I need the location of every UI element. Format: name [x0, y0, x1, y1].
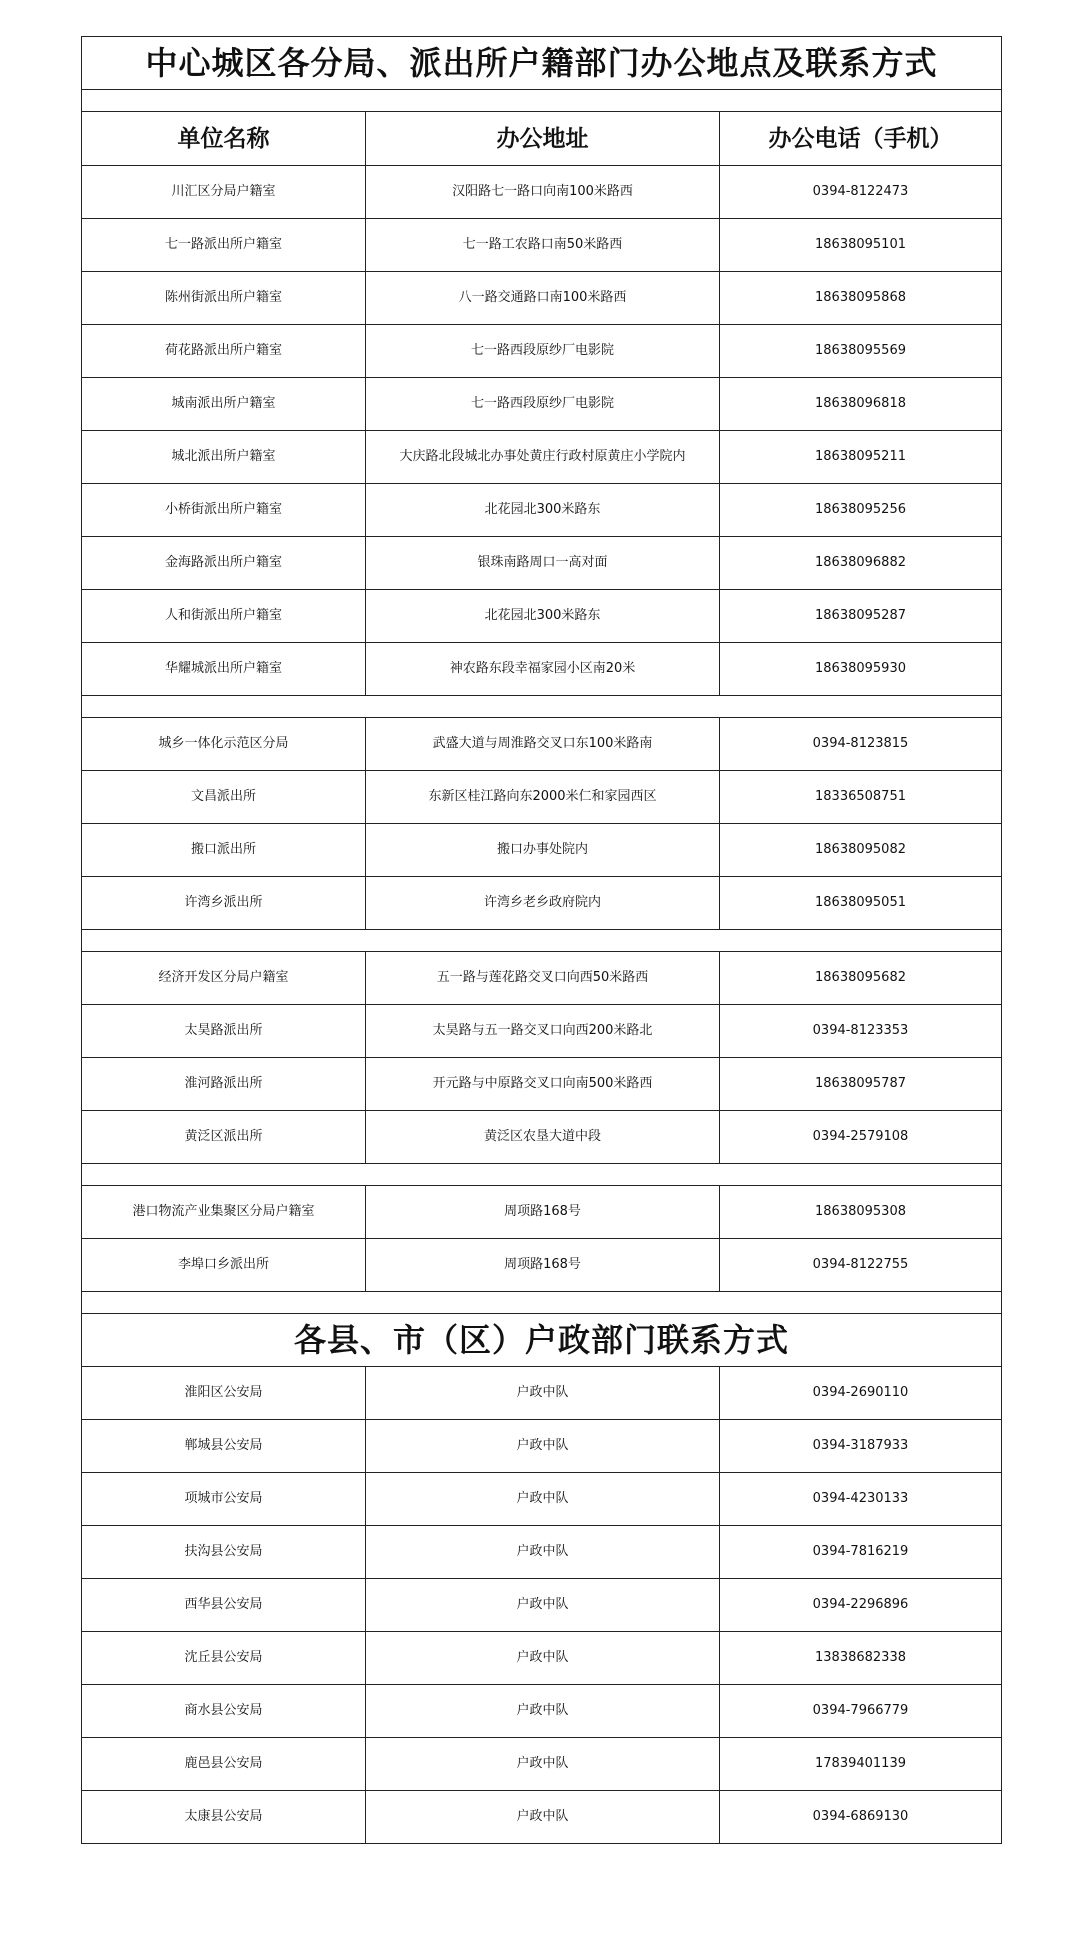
address-cell: 武盛大道与周淮路交叉口东100米路南 — [366, 718, 720, 771]
spacer-row — [82, 1292, 1002, 1314]
phone-cell: 18638096818 — [720, 378, 1002, 431]
phone-cell: 17839401139 — [720, 1738, 1002, 1791]
unit-cell: 太康县公安局 — [82, 1791, 366, 1844]
phone-cell: 0394-8123353 — [720, 1005, 1002, 1058]
table-row — [82, 484, 1002, 537]
address-cell: 户政中队 — [366, 1473, 720, 1526]
phone-cell: 18638095682 — [720, 952, 1002, 1005]
spacer-row — [82, 90, 1002, 112]
address-cell: 北花园北300米路东 — [366, 484, 720, 537]
phone-cell: 18638095868 — [720, 272, 1002, 325]
unit-cell: 荷花路派出所户籍室 — [82, 325, 366, 378]
unit-cell: 许湾乡派出所 — [82, 877, 366, 930]
table-row — [82, 877, 1002, 930]
table-row — [82, 1420, 1002, 1473]
phone-cell: 18638096882 — [720, 537, 1002, 590]
table-row — [82, 1473, 1002, 1526]
spacer-row — [82, 930, 1002, 952]
address-cell: 搬口办事处院内 — [366, 824, 720, 877]
phone-cell: 18638095569 — [720, 325, 1002, 378]
address-cell: 周项路168号 — [366, 1186, 720, 1239]
address-cell: 大庆路北段城北办事处黄庄行政村原黄庄小学院内 — [366, 431, 720, 484]
unit-cell: 淮阳区公安局 — [82, 1367, 366, 1420]
table-row — [82, 1791, 1002, 1844]
unit-cell: 沈丘县公安局 — [82, 1632, 366, 1685]
header-unit: 单位名称 — [82, 112, 366, 166]
table-row — [82, 1005, 1002, 1058]
address-cell: 户政中队 — [366, 1791, 720, 1844]
phone-cell: 0394-6869130 — [720, 1791, 1002, 1844]
table-row — [82, 272, 1002, 325]
contact-table — [81, 36, 1002, 1844]
phone-cell: 18638095256 — [720, 484, 1002, 537]
phone-cell: 0394-7966779 — [720, 1685, 1002, 1738]
address-cell: 黄泛区农垦大道中段 — [366, 1111, 720, 1164]
unit-cell: 小桥街派出所户籍室 — [82, 484, 366, 537]
table-row — [82, 590, 1002, 643]
table-row — [82, 952, 1002, 1005]
phone-cell: 0394-8123815 — [720, 718, 1002, 771]
phone-cell: 0394-7816219 — [720, 1526, 1002, 1579]
address-cell: 八一路交通路口南100米路西 — [366, 272, 720, 325]
phone-cell: 0394-8122755 — [720, 1239, 1002, 1292]
address-cell: 神农路东段幸福家园小区南20米 — [366, 643, 720, 696]
table-row — [82, 431, 1002, 484]
table-row — [82, 771, 1002, 824]
table-row — [82, 166, 1002, 219]
phone-cell: 18638095787 — [720, 1058, 1002, 1111]
unit-cell: 淮河路派出所 — [82, 1058, 366, 1111]
address-cell: 周项路168号 — [366, 1239, 720, 1292]
address-cell: 户政中队 — [366, 1738, 720, 1791]
address-cell: 户政中队 — [366, 1579, 720, 1632]
unit-cell: 太昊路派出所 — [82, 1005, 366, 1058]
county-title-row — [82, 1314, 1002, 1367]
unit-cell: 西华县公安局 — [82, 1579, 366, 1632]
address-cell: 汉阳路七一路口向南100米路西 — [366, 166, 720, 219]
table-body — [82, 37, 1002, 1844]
contact-sheet — [81, 36, 1001, 1844]
unit-cell: 城乡一体化示范区分局 — [82, 718, 366, 771]
header-row — [82, 112, 1002, 166]
table-row — [82, 1579, 1002, 1632]
table-row — [82, 325, 1002, 378]
address-cell: 户政中队 — [366, 1420, 720, 1473]
address-cell: 开元路与中原路交叉口向南500米路西 — [366, 1058, 720, 1111]
phone-cell: 0394-4230133 — [720, 1473, 1002, 1526]
unit-cell: 经济开发区分局户籍室 — [82, 952, 366, 1005]
spacer-row — [82, 696, 1002, 718]
unit-cell: 七一路派出所户籍室 — [82, 219, 366, 272]
address-cell: 户政中队 — [366, 1685, 720, 1738]
address-cell: 七一路西段原纱厂电影院 — [366, 378, 720, 431]
table-row — [82, 1526, 1002, 1579]
address-cell: 户政中队 — [366, 1526, 720, 1579]
unit-cell: 李埠口乡派出所 — [82, 1239, 366, 1292]
phone-cell: 0394-2579108 — [720, 1111, 1002, 1164]
page-title: 中心城区各分局、派出所户籍部门办公地点及联系方式 — [82, 37, 1002, 90]
unit-cell: 川汇区分局户籍室 — [82, 166, 366, 219]
table-row — [82, 718, 1002, 771]
address-cell: 七一路工农路口南50米路西 — [366, 219, 720, 272]
phone-cell: 18336508751 — [720, 771, 1002, 824]
phone-cell: 18638095930 — [720, 643, 1002, 696]
phone-cell: 18638095287 — [720, 590, 1002, 643]
address-cell: 许湾乡老乡政府院内 — [366, 877, 720, 930]
table-row — [82, 378, 1002, 431]
unit-cell: 金海路派出所户籍室 — [82, 537, 366, 590]
unit-cell: 陈州街派出所户籍室 — [82, 272, 366, 325]
table-row — [82, 1111, 1002, 1164]
phone-cell: 0394-2690110 — [720, 1367, 1002, 1420]
unit-cell: 鹿邑县公安局 — [82, 1738, 366, 1791]
address-cell: 太昊路与五一路交叉口向西200米路北 — [366, 1005, 720, 1058]
table-row — [82, 537, 1002, 590]
county-section-title: 各县、市（区）户政部门联系方式 — [82, 1314, 1002, 1367]
unit-cell: 黄泛区派出所 — [82, 1111, 366, 1164]
table-row — [82, 1685, 1002, 1738]
table-row — [82, 1239, 1002, 1292]
table-row — [82, 1186, 1002, 1239]
unit-cell: 人和街派出所户籍室 — [82, 590, 366, 643]
unit-cell: 港口物流产业集聚区分局户籍室 — [82, 1186, 366, 1239]
header-address: 办公地址 — [366, 112, 720, 166]
spacer-row — [82, 1164, 1002, 1186]
table-row — [82, 1367, 1002, 1420]
phone-cell: 0394-3187933 — [720, 1420, 1002, 1473]
phone-cell: 18638095082 — [720, 824, 1002, 877]
table-row — [82, 1058, 1002, 1111]
phone-cell: 13838682338 — [720, 1632, 1002, 1685]
phone-cell: 18638095101 — [720, 219, 1002, 272]
address-cell: 银珠南路周口一高对面 — [366, 537, 720, 590]
table-row — [82, 1632, 1002, 1685]
unit-cell: 华耀城派出所户籍室 — [82, 643, 366, 696]
unit-cell: 城北派出所户籍室 — [82, 431, 366, 484]
phone-cell: 0394-2296896 — [720, 1579, 1002, 1632]
unit-cell: 搬口派出所 — [82, 824, 366, 877]
address-cell: 户政中队 — [366, 1367, 720, 1420]
unit-cell: 扶沟县公安局 — [82, 1526, 366, 1579]
address-cell: 户政中队 — [366, 1632, 720, 1685]
table-row — [82, 643, 1002, 696]
unit-cell: 郸城县公安局 — [82, 1420, 366, 1473]
title-row — [82, 37, 1002, 90]
address-cell: 东新区桂江路向东2000米仁和家园西区 — [366, 771, 720, 824]
phone-cell: 0394-8122473 — [720, 166, 1002, 219]
phone-cell: 18638095051 — [720, 877, 1002, 930]
table-row — [82, 824, 1002, 877]
unit-cell: 文昌派出所 — [82, 771, 366, 824]
unit-cell: 城南派出所户籍室 — [82, 378, 366, 431]
unit-cell: 项城市公安局 — [82, 1473, 366, 1526]
phone-cell: 18638095211 — [720, 431, 1002, 484]
table-row — [82, 1738, 1002, 1791]
unit-cell: 商水县公安局 — [82, 1685, 366, 1738]
address-cell: 北花园北300米路东 — [366, 590, 720, 643]
table-row — [82, 219, 1002, 272]
address-cell: 七一路西段原纱厂电影院 — [366, 325, 720, 378]
address-cell: 五一路与莲花路交叉口向西50米路西 — [366, 952, 720, 1005]
phone-cell: 18638095308 — [720, 1186, 1002, 1239]
header-phone: 办公电话（手机） — [720, 112, 1002, 166]
